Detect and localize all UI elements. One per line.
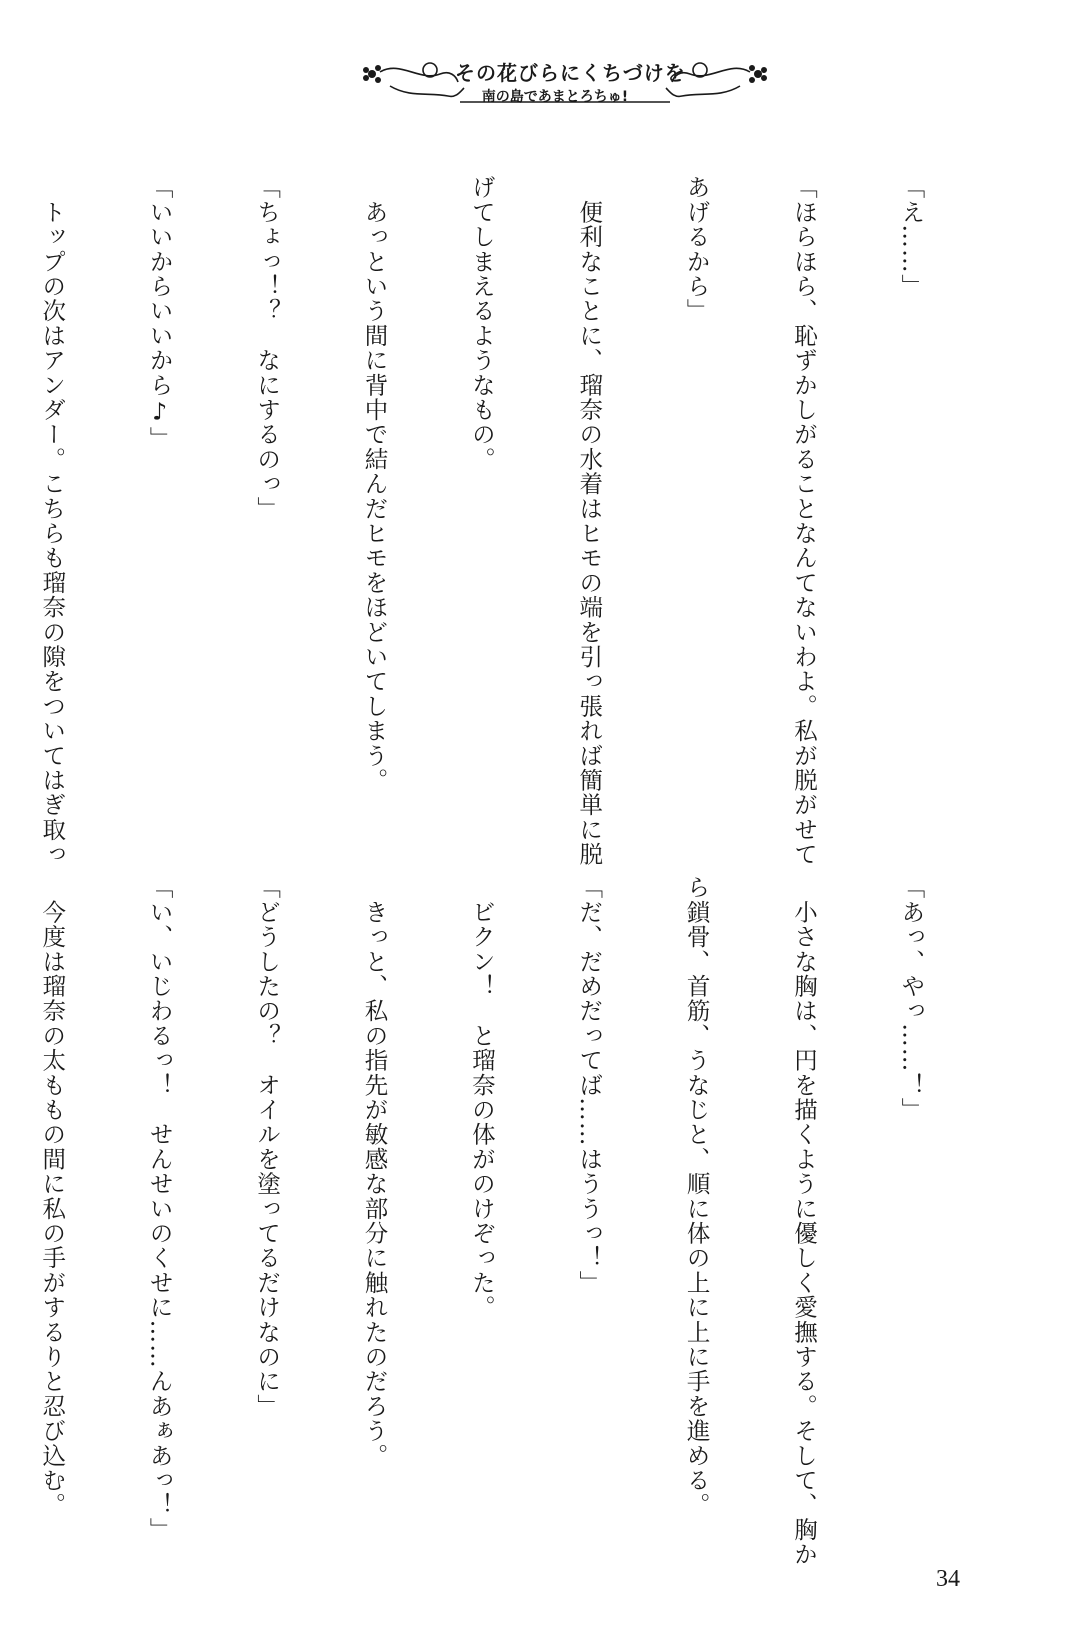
book-title: その花びらにくちづけを <box>455 61 686 85</box>
text-line: トップの次はアンダー。こちらも瑠奈の隙をついてはぎ取っ <box>38 175 67 867</box>
text-line: 小さな胸は、円を描くように優しく愛撫する。そして、胸か <box>790 875 819 1567</box>
text-line: ら鎖骨、首筋、うなじと、順に体の上に上に手を進める。 <box>682 875 711 1518</box>
text-block-top <box>0 175 1000 867</box>
text-line: 「ちょっ！？ なにするのっ」 <box>253 175 282 521</box>
page-header <box>360 52 770 112</box>
text-line: 「い、いじわるっ！ せんせいのくせに……んあぁあっ！」 <box>145 875 174 1542</box>
text-line: あげるから」 <box>682 175 711 324</box>
page-number: 34 <box>936 1566 960 1592</box>
text-line: きっと、私の指先が敏感な部分に触れたのだろう。 <box>360 875 389 1468</box>
text-line: あっという間に背中で結んだヒモをほどいてしまう。 <box>360 175 389 793</box>
text-line: 「あっ、やっ……！」 <box>897 875 926 1122</box>
text-block-bottom <box>0 875 1000 1567</box>
book-subtitle: 南の島であまとろちゅ! <box>481 89 629 105</box>
text-line: 今度は瑠奈の太ももの間に私の手がするりと忍び込む。 <box>38 875 67 1518</box>
text-line: 「え……」 <box>897 175 926 299</box>
text-line: げてしまえるようなもの。 <box>467 175 496 472</box>
text-line: 「ほらほら、恥ずかしがることなんてないわよ。私が脱がせて <box>790 175 819 867</box>
text-line: 「いいからいいから♪」 <box>145 175 174 452</box>
text-line: 「だ、だめだってば……はううっ！」 <box>575 875 604 1295</box>
text-line: 便利なことに、瑠奈の水着はヒモの端を引っ張れば簡単に脱 <box>575 175 604 867</box>
text-line: 「どうしたの？ オイルを塗ってるだけなのに」 <box>253 875 282 1419</box>
text-line: ビクン！ と瑠奈の体がのけぞった。 <box>467 875 496 1320</box>
